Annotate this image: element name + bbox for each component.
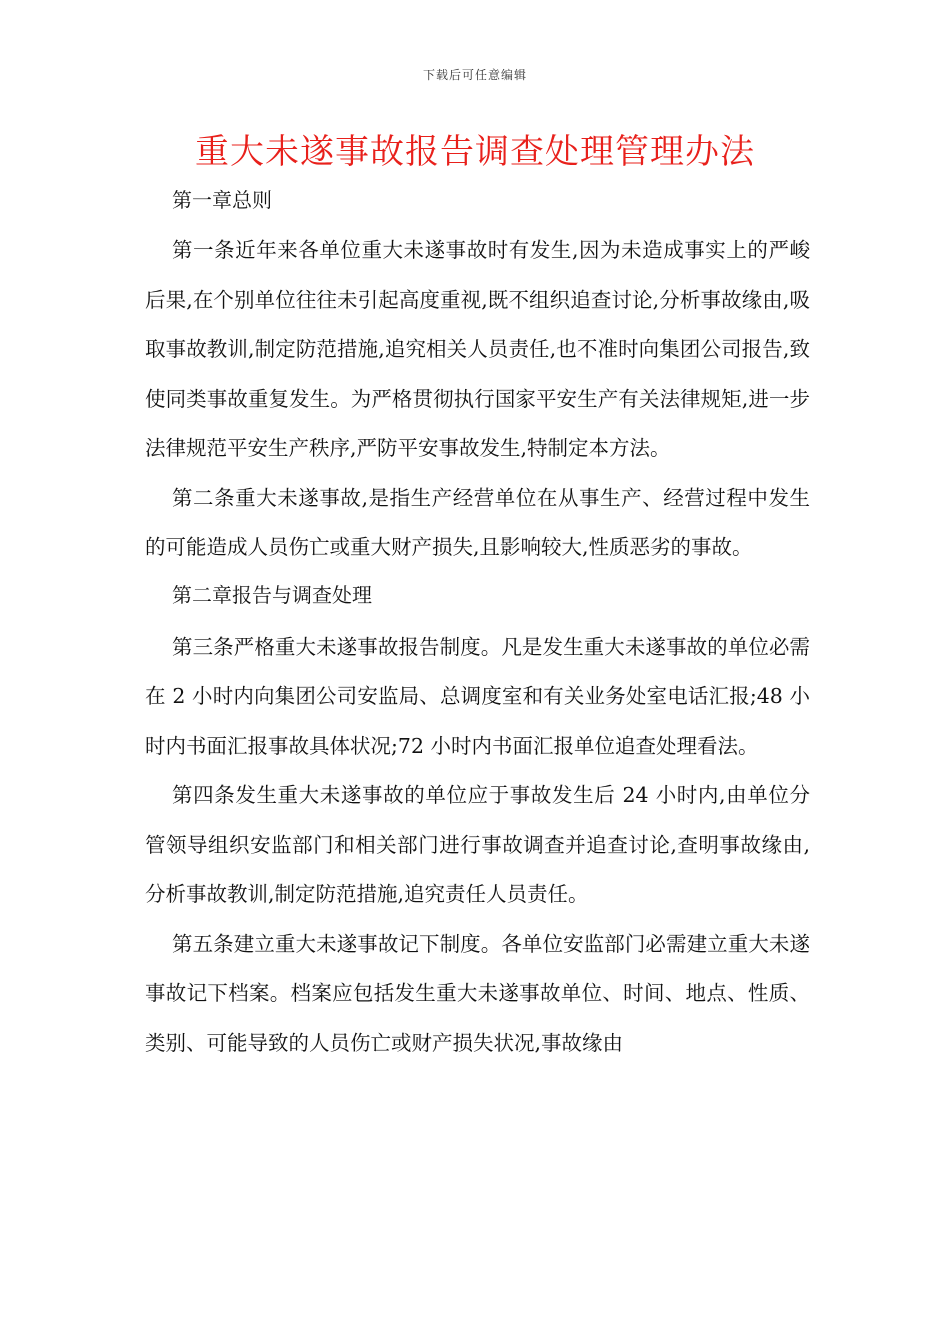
article-1: 第一条近年来各单位重大未遂事故时有发生,因为未造成事实上的严峻后果,在个别单位往往未引起高度重视,既不组织追查讨论,分析事故缘由,吸取事故教训,制定防范措施,追究相关人员责任,也不准时向集团公司报告,致使同类事故重复发生。为严格贯彻执行国家平安生产有关法律规矩,进一步法律规范平安生产秩序,严防平安事故发生,特制定本方法。 [145,238,810,460]
article-5: 第五条建立重大未遂事故记下制度。各单位安监部门必需建立重大未遂事故记下档案。档案应包括发生重大未遂事故单位、时间、地点、性质、类别、可能导致的人员伤亡或财产损失状况,事故缘由 [145,931,810,1055]
document-title: 重大未遂事故报告调查处理管理办法 [195,132,755,172]
document-body [145,178,810,1068]
article-3: 第三条严格重大未遂事故报告制度。凡是发生重大未遂事故的单位必需在 2 小时内向集团公司安监局、总调度室和有关业务处室电话汇报;48 小时内书面汇报事故具体状况;72 小时内书面汇报单位追查处理看法。 [145,634,810,758]
article-2: 第二条重大未遂事故,是指生产经营单位在从事生产、经营过程中发生的可能造成人员伤亡或重大财产损失,且影响较大,性质恶劣的事故。 [145,485,810,559]
chapter-heading-2: 第二章报告与调查处理 [172,582,372,607]
chapter-heading-1: 第一章总则 [172,188,272,212]
header-note: 下载后可任意编辑 [422,68,527,82]
article-4: 第四条发生重大未遂事故的单位应于事故发生后 24 小时内,由单位分管领导组织安监部门和相关部门进行事故调查并追查讨论,查明事故缘由,分析事故教训,制定防范措施,追究责任人员责任。 [145,783,810,906]
